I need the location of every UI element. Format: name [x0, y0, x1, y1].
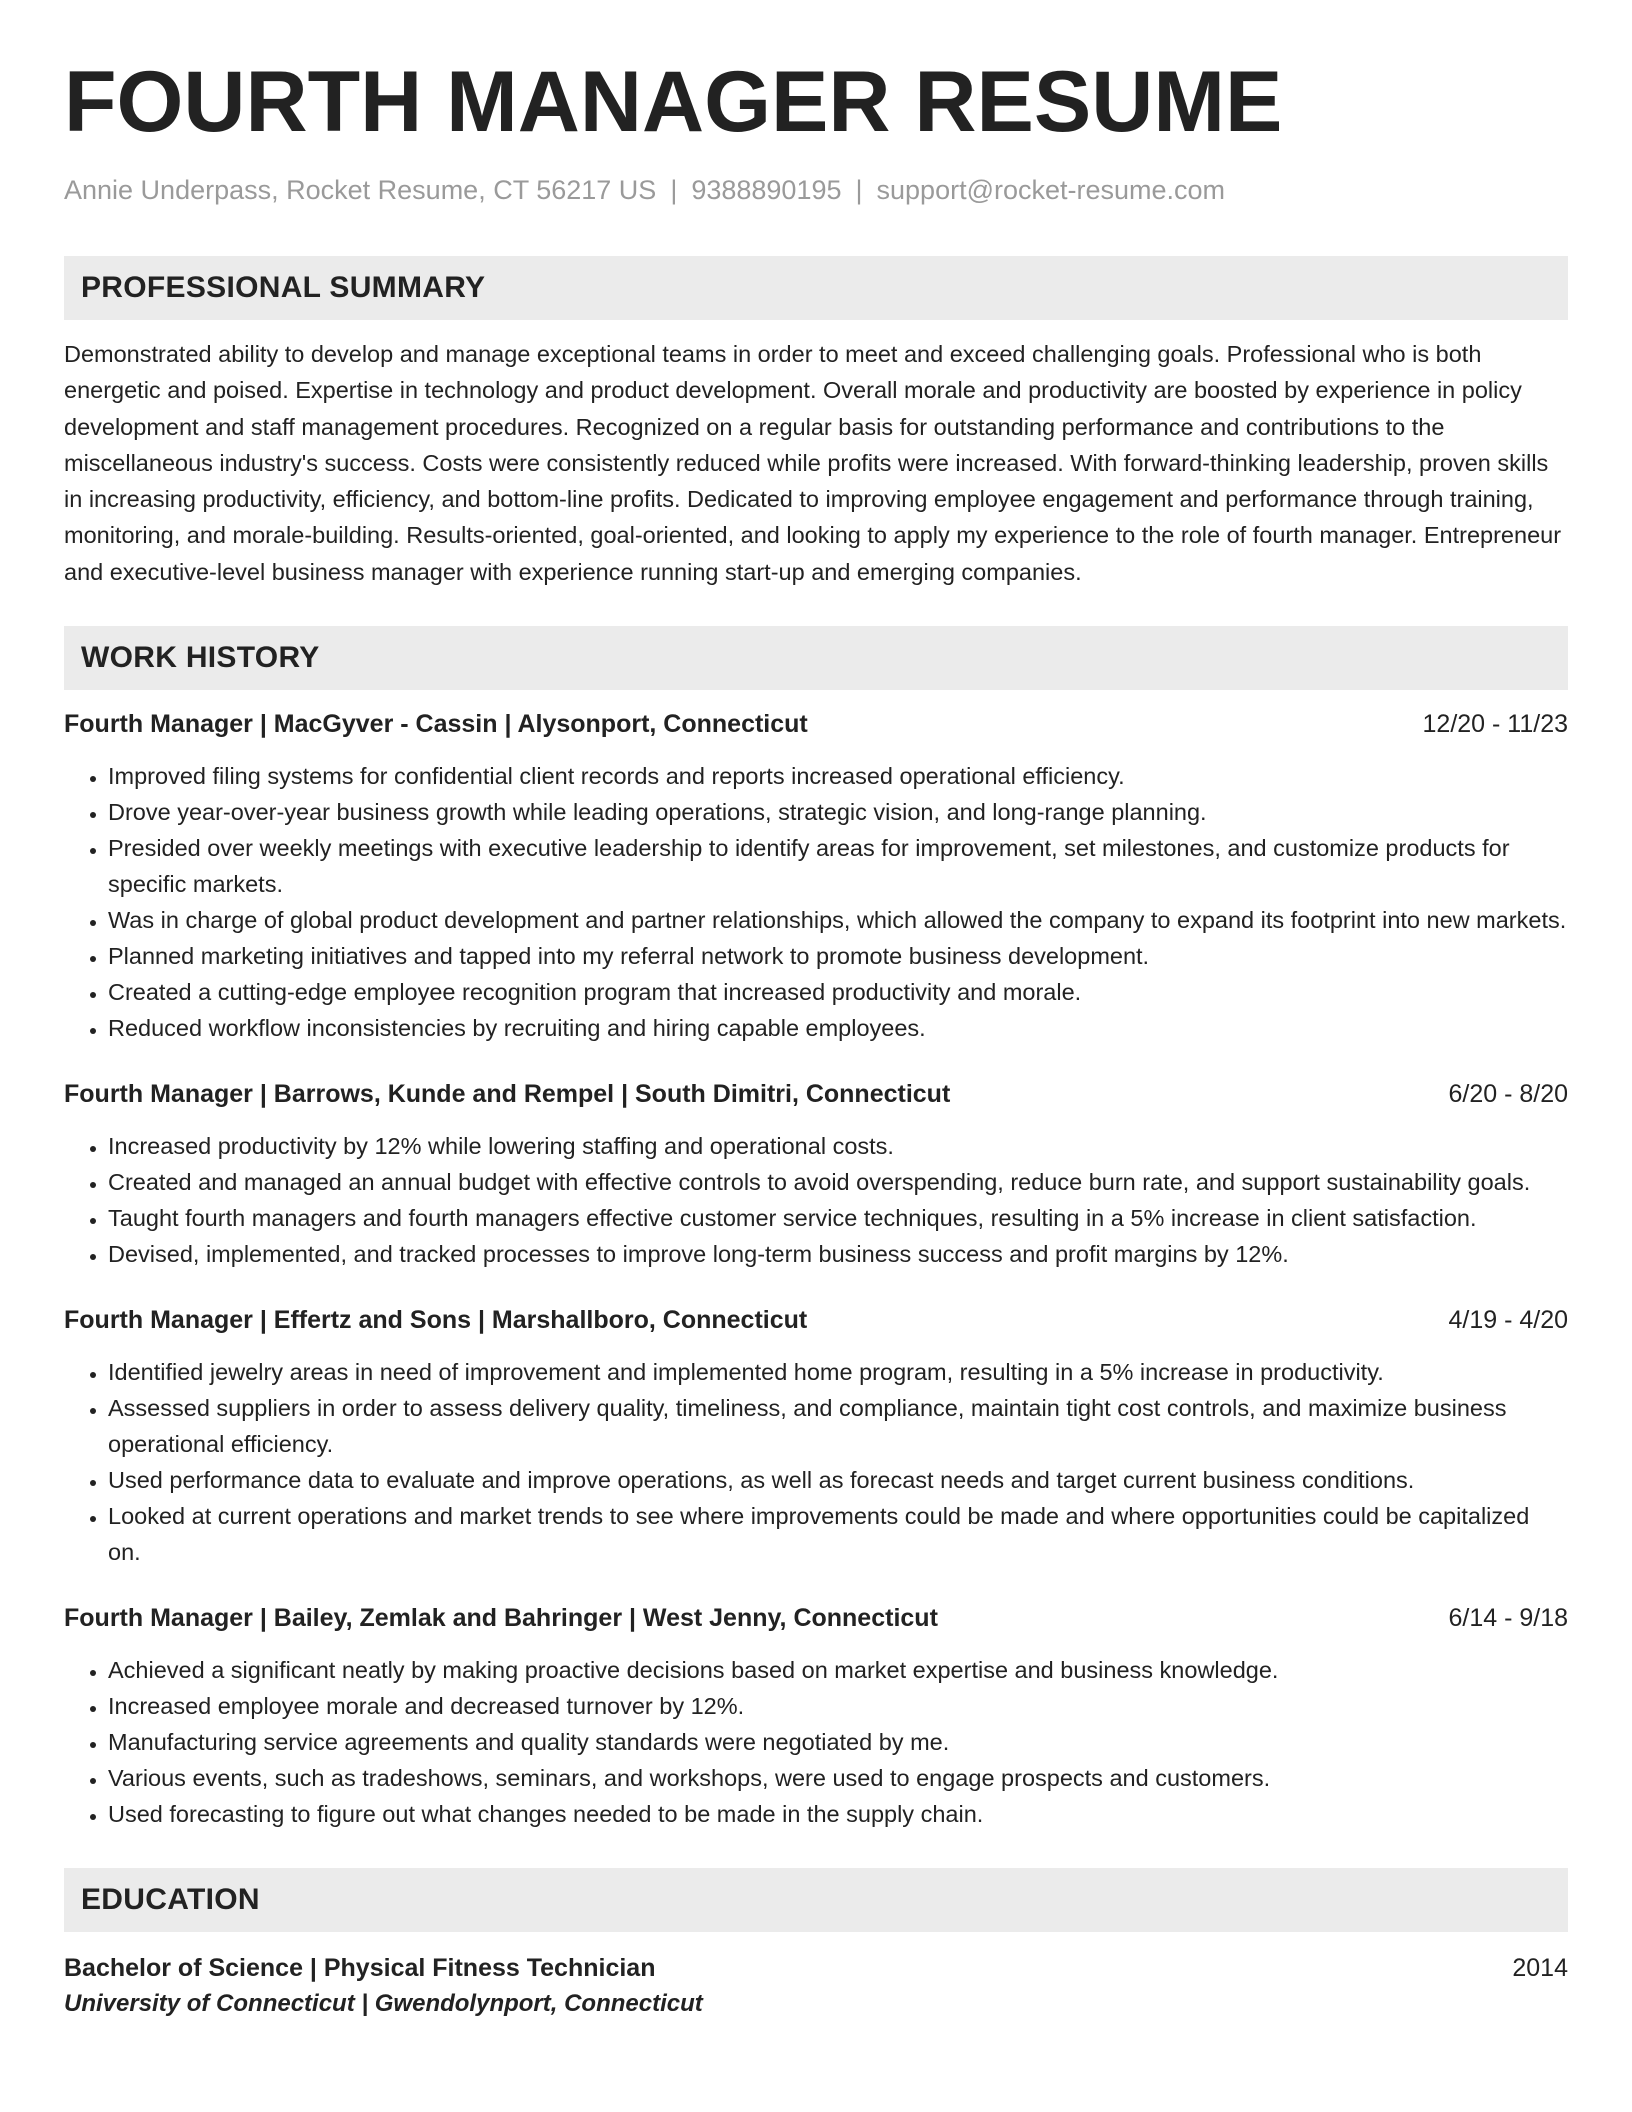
job-bullet: • Created and managed an annual budget with effective controls to avoid overspending, reduce burn rate, and support sustainability goals. [108, 1164, 1568, 1200]
job-bullets [64, 1354, 1568, 1570]
job-bullet: • Improved filing systems for confidential client records and reports increased operational efficiency. [108, 758, 1568, 794]
job-title: Fourth Manager | MacGyver - Cassin | Alysonport, Connecticut [64, 710, 808, 739]
contact-separator: | [855, 175, 863, 205]
job-bullet: • Manufacturing service agreements and quality standards were negotiated by me. [108, 1724, 1568, 1760]
page-title: FOURTH MANAGER RESUME [64, 54, 1283, 150]
job-dates: 6/14 - 9/18 [1448, 1604, 1568, 1633]
job-bullet: • Presided over weekly meetings with executive leadership to identify areas for improvement, set milestones, and customize products for specific markets. [108, 830, 1568, 902]
job-bullet: • Used performance data to evaluate and improve operations, as well as forecast needs and target current business conditions. [108, 1462, 1568, 1498]
job-header [64, 1078, 1568, 1110]
job-bullet: • Increased employee morale and decreased turnover by 12%. [108, 1688, 1568, 1724]
job-title: Fourth Manager | Bailey, Zemlak and Bahringer | West Jenny, Connecticut [64, 1604, 938, 1633]
job-bullet: • Various events, such as tradeshows, seminars, and workshops, were used to engage prospects and customers. [108, 1760, 1568, 1796]
job-bullet: • Assessed suppliers in order to assess delivery quality, timeliness, and compliance, maintain tight cost controls, and maximize business operational efficiency. [108, 1390, 1568, 1462]
job-title: Fourth Manager | Effertz and Sons | Marshallboro, Connecticut [64, 1306, 808, 1335]
work-history-list [64, 708, 1568, 1832]
job-bullet: • Created a cutting-edge employee recognition program that increased productivity and morale. [108, 974, 1568, 1010]
job-bullets [64, 1128, 1568, 1272]
job-entry [64, 1304, 1568, 1570]
job-header [64, 1602, 1568, 1634]
job-bullet: • Was in charge of global product development and partner relationships, which allowed the company to expand its footprint into new markets. [108, 902, 1568, 938]
education-year: 2014 [1512, 1954, 1568, 1983]
contact-email: support@rocket-resume.com [876, 175, 1226, 205]
job-bullet: • Planned marketing initiatives and tapped into my referral network to promote business development. [108, 938, 1568, 974]
job-bullet: • Drove year-over-year business growth while leading operations, strategic vision, and long-range planning. [108, 794, 1568, 830]
job-bullet: • Increased productivity by 12% while lowering staffing and operational costs. [108, 1128, 1568, 1164]
job-dates: 6/20 - 8/20 [1448, 1080, 1568, 1109]
education-entry [64, 1950, 1568, 2022]
job-header [64, 1304, 1568, 1336]
job-bullet: • Taught fourth managers and fourth managers effective customer service techniques, resulting in a 5% increase in client satisfaction. [108, 1200, 1568, 1236]
job-bullet: • Achieved a significant neatly by making proactive decisions based on market expertise and business knowledge. [108, 1652, 1568, 1688]
job-header [64, 708, 1568, 740]
contact-phone: 9388890195 [691, 175, 842, 205]
section-heading-summary: PROFESSIONAL SUMMARY [64, 256, 1568, 320]
contact-separator: | [670, 175, 678, 205]
contact-address: Annie Underpass, Rocket Resume, CT 56217 US [64, 175, 657, 205]
job-dates: 4/19 - 4/20 [1448, 1306, 1568, 1335]
job-entry [64, 1602, 1568, 1832]
job-dates: 12/20 - 11/23 [1422, 710, 1568, 739]
job-title: Fourth Manager | Barrows, Kunde and Rempel | South Dimitri, Connecticut [64, 1080, 951, 1109]
education-degree: Bachelor of Science | Physical Fitness Technician [64, 1954, 656, 1983]
job-bullets [64, 1652, 1568, 1832]
job-bullets [64, 758, 1568, 1046]
job-bullet: • Reduced workflow inconsistencies by recruiting and hiring capable employees. [108, 1010, 1568, 1046]
section-heading-work-history: WORK HISTORY [64, 626, 1568, 690]
education-header [64, 1950, 1568, 1986]
education-school: University of Connecticut | Gwendolynport, Connecticut [64, 1990, 703, 2018]
section-heading-education: EDUCATION [64, 1868, 1568, 1932]
job-entry [64, 708, 1568, 1046]
job-bullet: • Devised, implemented, and tracked processes to improve long-term business success and profit margins by 12%. [108, 1236, 1568, 1272]
summary-text: Demonstrated ability to develop and manage exceptional teams in order to meet and exceed challenging goals. Professional who is both energetic and poised. Expertise in technology and product development. Overall morale and productivity are boosted by experience in policy development and staff management procedures. Recognized on a regular basis for outstanding performance and contributions to the miscellaneous industry's success. Costs were consistently reduced while profits were increased. With forward-thinking leadership, proven skills in increasing productivity, efficiency, and bottom-line profits. Dedicated to improving employee engagement and performance through training, monitoring, and morale-building. Results-oriented, goal-oriented, and looking to apply my experience to the role of fourth manager. Entrepreneur and executive-level business manager with experience running start-up and emerging companies. [64, 341, 1562, 585]
job-bullet: • Identified jewelry areas in need of improvement and implemented home program, resulting in a 5% increase in productivity. [108, 1354, 1568, 1390]
contact-line [64, 174, 1568, 206]
job-bullet: • Looked at current operations and market trends to see where improvements could be made and where opportunities could be capitalized on. [108, 1498, 1568, 1570]
job-entry [64, 1078, 1568, 1272]
job-bullet: • Used forecasting to figure out what changes needed to be made in the supply chain. [108, 1796, 1568, 1832]
